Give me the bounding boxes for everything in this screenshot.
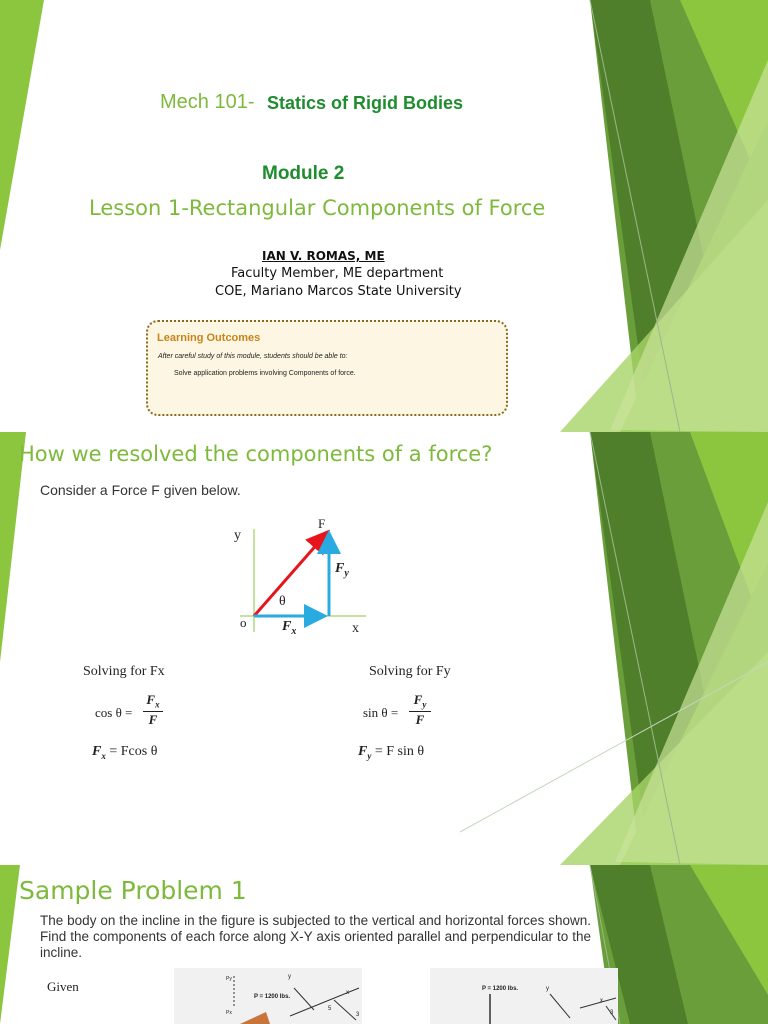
slide2-subtext: Consider a Force F given below.: [40, 482, 241, 498]
title-slide: [0, 0, 768, 432]
author-role: Faculty Member, ME department: [231, 266, 444, 281]
diagram-label-fx: $F_x$: [282, 619, 297, 637]
fig2-y-label: y: [546, 986, 549, 992]
solve-fx-title: Solving for Fx: [83, 664, 165, 679]
slide2-heading: How we resolved the components of a force?: [19, 442, 493, 466]
slide3-heading: Sample Problem 1: [19, 876, 247, 905]
force-diagram: [0, 432, 768, 865]
lesson-title: Lesson 1-Rectangular Components of Force: [89, 196, 546, 220]
fig1-y-label: y: [288, 974, 291, 980]
fig1-p-label: P = 1200 lbs.: [254, 994, 291, 1000]
incline-figure-1: [174, 968, 362, 1024]
incline-figure-2-graphic: [430, 968, 618, 1024]
fig1-five-label: 5: [328, 1006, 332, 1012]
fig1-x-label: x: [346, 990, 349, 996]
incline-figure-2: [430, 968, 618, 1024]
fig2-p-label: P = 1200 lbs.: [482, 986, 519, 992]
solve-fx-eq1-lhs: cos θ =: [95, 705, 133, 720]
sample-problem-slide: [0, 865, 768, 1024]
diagram-label-f: F: [318, 516, 326, 531]
learning-outcomes-intro: After careful study of this module, students should be able to:: [158, 353, 348, 360]
module-title: Module 2: [262, 163, 345, 184]
solve-fy-title: Solving for Fy: [369, 664, 451, 679]
author-name: IAN V. ROMAS, ME: [262, 249, 385, 263]
diagram-label-x: x: [352, 621, 359, 636]
fig1-three-label: 3: [356, 1012, 360, 1018]
slide3-body: The body on the incline in the figure is subjected to the vertical and horizontal forces shown. Find the components of each force along X-Y axis oriented parallel and perpendicular to the incline.: [40, 913, 591, 960]
components-slide: [0, 432, 768, 865]
author-affiliation: COE, Mariano Marcos State University: [215, 284, 462, 299]
fig1-px-label: Px: [226, 1010, 232, 1016]
fig2-x-label: x: [600, 998, 603, 1004]
course-prefix: Mech 101-: [160, 91, 255, 113]
learning-outcomes-box: [146, 320, 508, 416]
solve-fx-eq2: $F_x = Fcos$ θ: [92, 744, 158, 761]
diagram-label-fy: $F_y$: [335, 561, 349, 579]
fig1-py-label: Py: [226, 976, 232, 982]
solve-fy-eq1-lhs: sin θ =: [363, 705, 399, 720]
diagram-label-o: o: [240, 615, 247, 630]
solve-fy-fraction: $F_y$ F: [409, 692, 431, 728]
given-label: Given: [47, 979, 79, 994]
solve-fx-fraction: $F_x$ F: [143, 692, 163, 728]
fig2-three-label: 3: [610, 1010, 614, 1016]
force-vector: [254, 534, 326, 616]
course-title: Statics of Rigid Bodies: [267, 93, 464, 113]
learning-outcomes-item: Solve application problems involving Components of force.: [174, 370, 356, 377]
solve-fy-eq2: $F_y = F$ sin θ: [358, 744, 425, 761]
diagram-label-theta: θ: [279, 594, 286, 609]
learning-outcomes-title: Learning Outcomes: [157, 332, 261, 344]
diagram-label-y: y: [234, 528, 241, 543]
